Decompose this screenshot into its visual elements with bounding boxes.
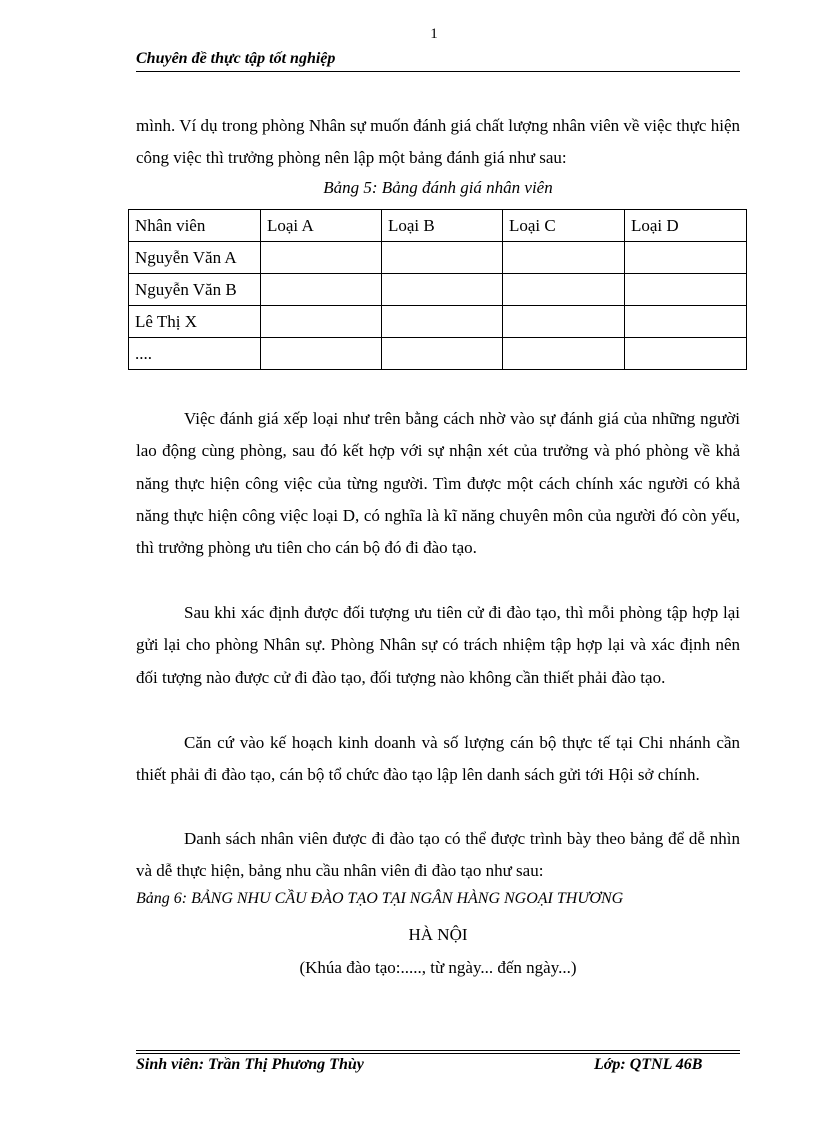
header-rule	[136, 71, 740, 72]
header-cell: Loại B	[382, 210, 503, 242]
paragraph-list: Danh sách nhân viên được đi đào tạo có thể được trình bày theo bảng để dễ nhìn và dễ thực hiện, bảng nhu cầu nhân viên đi đào tạo như sau:	[136, 829, 740, 881]
grade-cell	[503, 338, 625, 370]
grade-cell	[625, 338, 747, 370]
grade-cell	[625, 306, 747, 338]
grade-cell	[503, 274, 625, 306]
table-header-row	[129, 210, 747, 242]
employee-cell: Lê Thị X	[129, 306, 261, 338]
table5-caption: Bảng 5: Bảng đánh giá nhân viên	[323, 178, 553, 197]
header-title: Chuyên đề thực tập tốt nghiệp	[136, 50, 336, 67]
table-row	[129, 242, 747, 274]
grade-cell	[625, 242, 747, 274]
employee-cell: ....	[129, 338, 261, 370]
grade-cell	[382, 338, 503, 370]
table6-subtitle: (Khúa đào tạo:....., từ ngày... đến ngày...)	[299, 958, 577, 977]
grade-cell	[503, 306, 625, 338]
grade-cell	[625, 274, 747, 306]
grade-cell	[382, 242, 503, 274]
employee-cell: Nguyễn Văn A	[129, 242, 261, 274]
table-row	[129, 338, 747, 370]
footer-rule	[136, 1053, 740, 1054]
paragraph-planning: Căn cứ vào kế hoạch kinh doanh và số lượng cán bộ thực tế tại Chi nhánh cần thiết phải đi đào tạo, cán bộ tổ chức đào tạo lập lên danh sách gửi tới Hội sở chính.	[136, 733, 740, 785]
header-cell: Nhân viên	[129, 210, 261, 242]
footer-student: Sinh viên: Trần Thị Phương Thùy	[136, 1056, 364, 1073]
table-row	[129, 306, 747, 338]
grade-cell	[382, 274, 503, 306]
evaluation-table	[128, 209, 747, 370]
header-cell: Loại C	[503, 210, 625, 242]
paragraph-evaluation: Việc đánh giá xếp loại như trên bằng cách nhờ vào sự đánh giá của những người lao động cùng phòng, sau đó kết hợp với sự nhận xét của trưởng và phó phòng về khả năng thực hiện công việc của từng người. Tìm được một cách chính xác người có khả năng thực hiện công việc loại D, có nghĩa là kĩ năng chuyên môn của người đó còn yếu, thì trưởng phòng ưu tiên cho cán bộ đó đi đào tạo.	[136, 409, 740, 558]
grade-cell	[261, 274, 382, 306]
grade-cell	[261, 306, 382, 338]
employee-cell: Nguyễn Văn B	[129, 274, 261, 306]
paragraph-selection: Sau khi xác định được đối tượng ưu tiên cử đi đào tạo, thì mỗi phòng tập hợp lại gửi lại cho phòng Nhân sự. Phòng Nhân sự có trách nhiệm tập hợp lại và xác định nên đối tượng nào được cử đi đào tạo, đối tượng nào không cần thiết phải đào tạo.	[136, 603, 740, 687]
grade-cell	[261, 338, 382, 370]
table6-title: Bảng 6: BẢNG NHU CẦU ĐÀO TẠO TẠI NGÂN HÀNG NGOẠI THƯƠNG	[136, 890, 624, 907]
grade-cell	[261, 242, 382, 274]
intro-paragraph: mình. Ví dụ trong phòng Nhân sự muốn đánh giá chất lượng nhân viên về việc thực hiện công việc thì trưởng phòng nên lập một bảng đánh giá như sau:	[136, 116, 740, 168]
page-number: 1	[430, 26, 438, 42]
footer-class: Lớp: QTNL 46B	[594, 1056, 703, 1073]
header-cell: Loại A	[261, 210, 382, 242]
table6-title-line2: HÀ NỘI	[408, 925, 468, 944]
table-row	[129, 274, 747, 306]
header-cell: Loại D	[625, 210, 747, 242]
footer-rule	[136, 1050, 740, 1051]
grade-cell	[503, 242, 625, 274]
grade-cell	[382, 306, 503, 338]
